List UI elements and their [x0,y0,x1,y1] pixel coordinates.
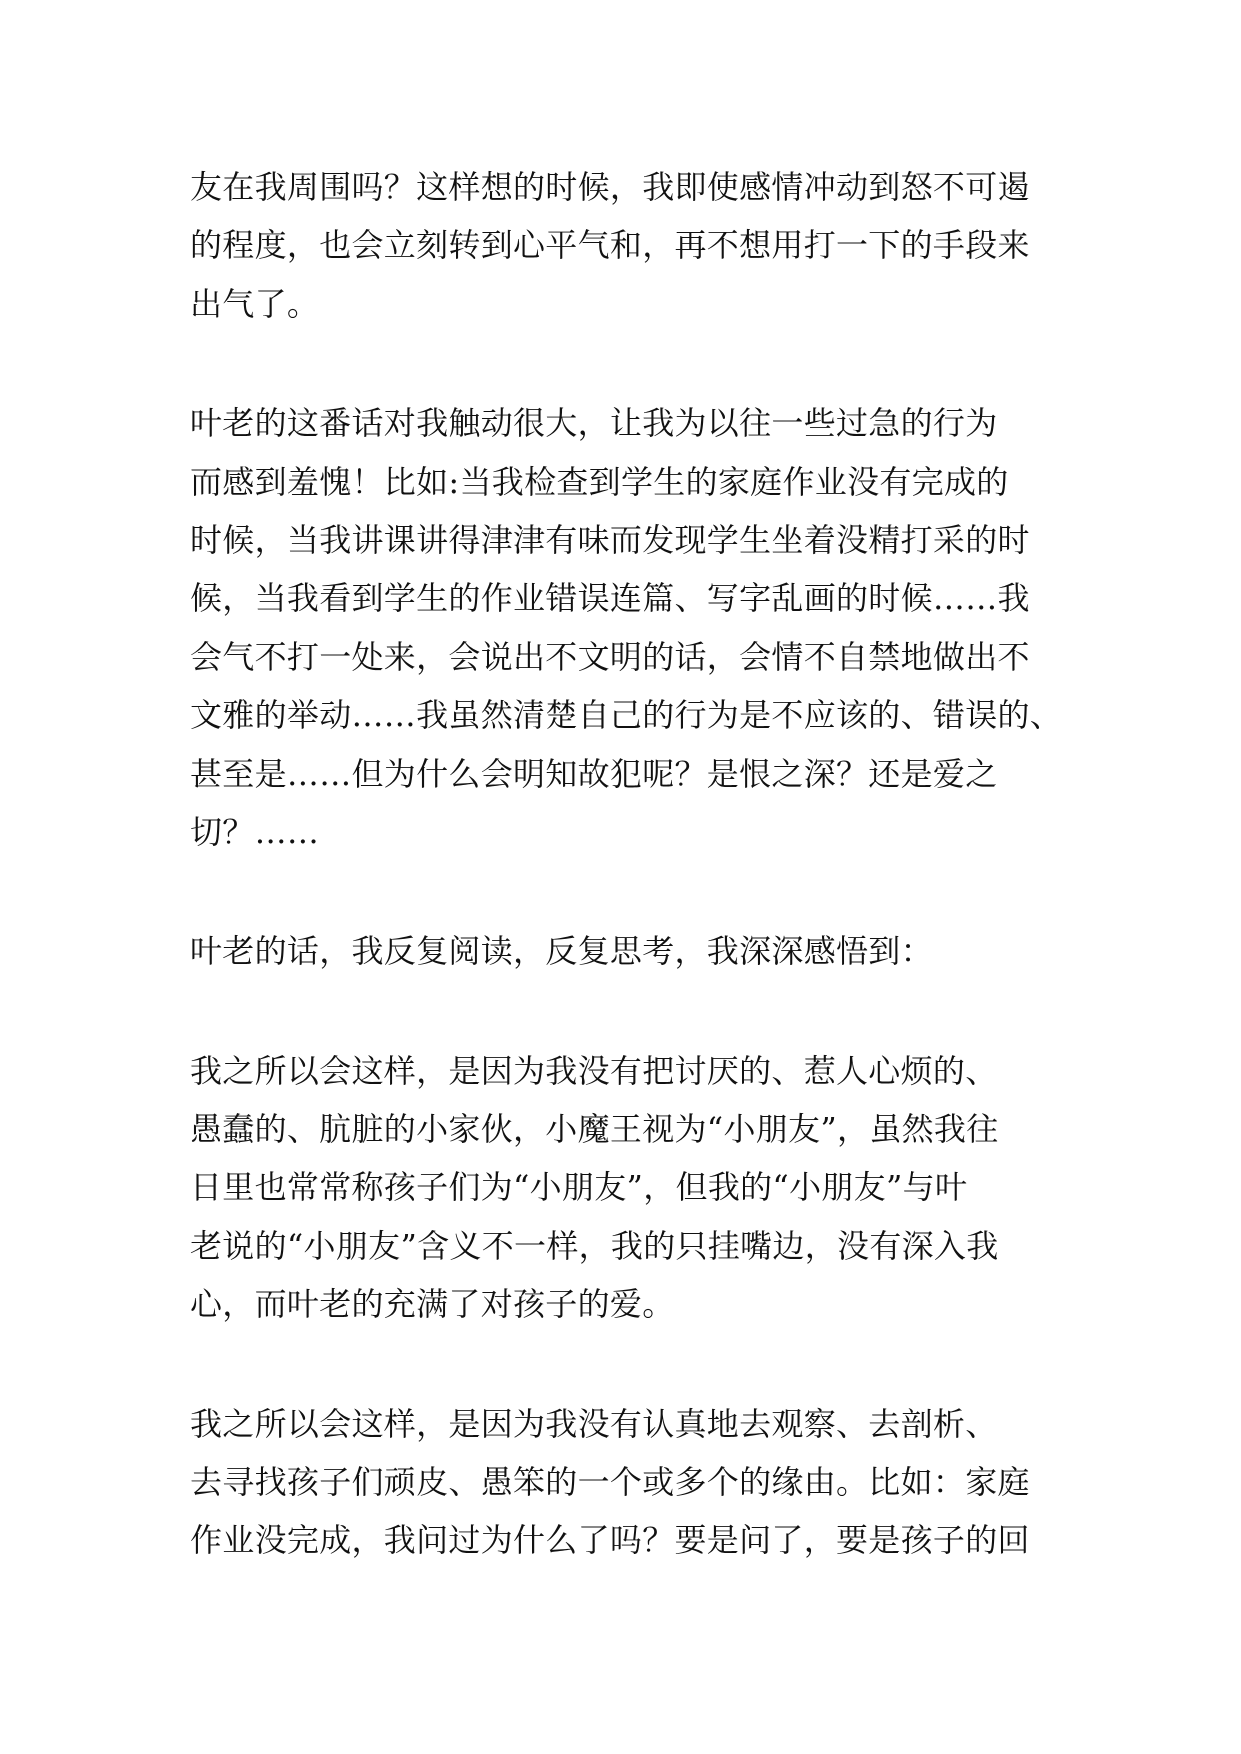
text-line: 日里也常常称孩子们为“小朋友”，但我的“小朋友”与叶 [190,1168,968,1207]
text-line: 甚至是……但为什么会明知故犯呢？是恨之深？还是爱之 [190,754,998,793]
paragraph-2 [190,394,1063,861]
text-line: 候，当我看到学生的作业错误连篇、写字乱画的时候……我 [190,579,1030,618]
paragraph-1 [190,158,1060,333]
text-line: 老说的“小朋友”含义不一样，我的只挂嘴边，没有深入我 [190,1226,999,1265]
document-body [190,158,1063,1570]
paragraph-5 [190,1395,1060,1570]
text-line: 心，而叶老的充满了对孩子的爱。 [190,1285,675,1324]
text-line: 而感到羞愧！比如:当我检查到学生的家庭作业没有完成的 [190,462,1009,501]
text-line: 叶老的这番话对我触动很大，让我为以往一些过急的行为 [190,404,998,443]
text-line: 作业没完成，我问过为什么了吗？要是问了，要是孩子的回 [190,1521,1030,1560]
text-line: 出气了。 [190,284,320,323]
text-line: 去寻找孩子们顽皮、愚笨的一个或多个的缘由。比如：家庭 [190,1463,1030,1502]
paragraph-gap [190,861,1060,922]
paragraph-4 [190,1042,1060,1334]
text-line: 切？…… [190,812,320,851]
text-line: 文雅的举动……我虽然清楚自己的行为是不应该的、错误的、 [190,696,1063,735]
paragraph-gap [190,333,1060,394]
paragraph-gap [190,1334,1060,1395]
paragraph-3 [190,922,1060,980]
text-line: 友在我周围吗？这样想的时候，我即使感情冲动到怒不可遏 [190,168,1030,206]
text-line: 会气不打一处来，会说出不文明的话，会情不自禁地做出不 [190,637,1030,676]
text-line: 我之所以会这样，是因为我没有认真地去观察、去剖析、 [190,1404,998,1443]
paragraph-gap [190,981,1060,1042]
text-line: 的程度，也会立刻转到心平气和，再不想用打一下的手段来 [190,226,1030,265]
text-line: 愚蠢的、肮脏的小家伙，小魔王视为“小朋友”，虽然我往 [190,1110,999,1149]
text-line: 时候，当我讲课讲得津津有味而发现学生坐着没精打采的时 [190,520,1030,559]
text-line: 叶老的话，我反复阅读，反复思考，我深深感悟到： [190,932,933,971]
text-line: 我之所以会这样，是因为我没有把讨厌的、惹人心烦的、 [190,1051,998,1090]
